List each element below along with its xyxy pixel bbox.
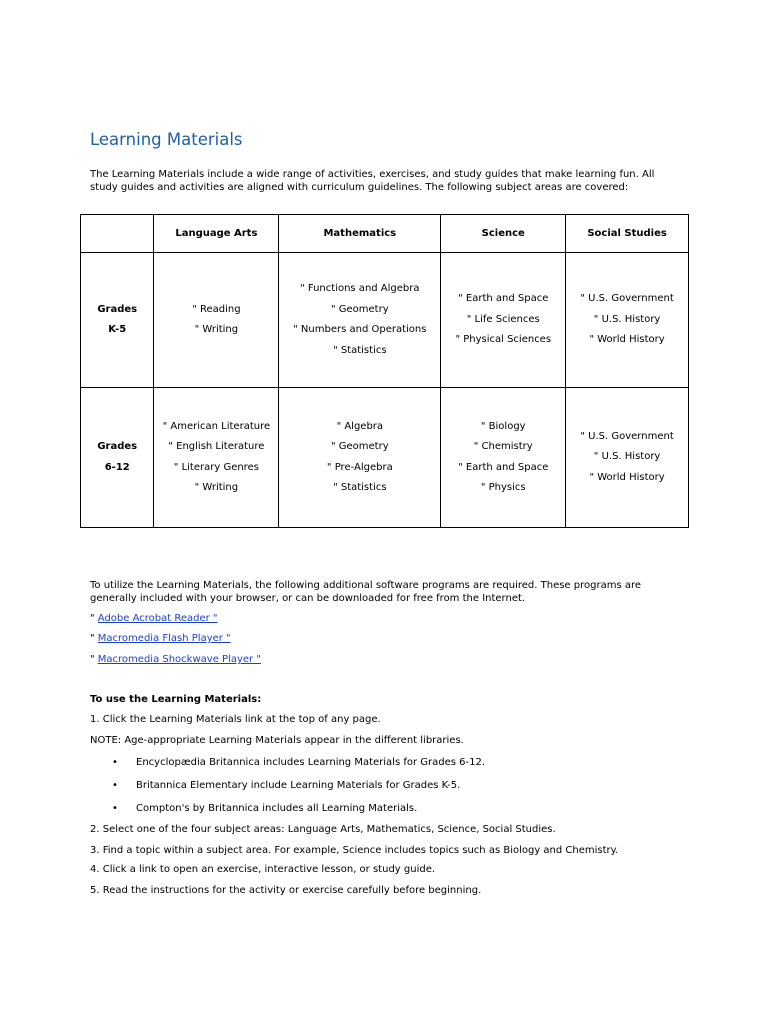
step-2: 2. Select one of the four subject areas: Language Arts, Mathematics, Science, Social Studies.: [90, 824, 556, 835]
topic-item: " Earth and Space: [458, 461, 549, 473]
topic-item: " Functions and Algebra: [300, 283, 420, 294]
topic-item: " Pre-Algebra: [326, 461, 393, 473]
bullet-icon: •: [112, 780, 118, 791]
topic-item: " Writing: [194, 324, 239, 335]
subject-cell: [566, 388, 689, 528]
step-4: 4. Click a link to open an exercise, interactive lesson, or study guide.: [90, 864, 436, 875]
list-item: [112, 803, 417, 814]
topic-item: " Chemistry: [473, 441, 533, 452]
grade-label: Grades: [97, 303, 138, 315]
topic-item: " Biology: [480, 420, 526, 432]
subject-cell: [279, 388, 441, 528]
quote-prefix: ": [90, 654, 98, 665]
flash-player-link[interactable]: Macromedia Flash Player ": [97, 633, 231, 644]
topic-item: " Earth and Space: [458, 293, 549, 305]
topic-item: " U.S. Government: [580, 293, 674, 305]
grade-range: K-5: [108, 324, 127, 335]
topic-item: " Numbers and Operations: [293, 324, 427, 335]
topic-item: " American Literature: [162, 420, 271, 432]
subject-cell: [566, 253, 689, 388]
topic-item: " Writing: [194, 482, 239, 493]
topic-item: " U.S. History: [593, 313, 661, 325]
topic-item: " U.S. History: [593, 451, 661, 463]
table-header-cell: Mathematics: [279, 215, 441, 253]
table-header-row: [81, 215, 689, 253]
topic-item: " Statistics: [333, 344, 387, 356]
list-item: [112, 757, 485, 768]
bullet-icon: •: [112, 803, 118, 814]
topic-item: " Statistics: [333, 482, 387, 493]
bullet-icon: •: [112, 757, 118, 768]
step-5: 5. Read the instructions for the activity or exercise carefully before beginning.: [90, 885, 482, 896]
grade-cell: [81, 253, 154, 388]
topic-item: " Reading: [192, 303, 241, 315]
subject-cell: [154, 388, 279, 528]
table-row: [81, 253, 689, 388]
software-link-row: [90, 633, 231, 644]
list-item: [112, 780, 460, 791]
note-text: NOTE: Age-appropriate Learning Materials appear in the different libraries.: [90, 735, 464, 746]
shockwave-player-link[interactable]: Macromedia Shockwave Player ": [97, 654, 261, 665]
acrobat-reader-link[interactable]: Adobe Acrobat Reader ": [97, 613, 218, 624]
grade-label: Grades: [97, 441, 138, 452]
step-1: 1. Click the Learning Materials link at the top of any page.: [90, 714, 381, 725]
topic-item: " U.S. Government: [580, 430, 674, 442]
table-header-cell: Science: [441, 215, 566, 253]
list-item-text: Britannica Elementary include Learning Materials for Grades K-5.: [136, 780, 461, 791]
intro-paragraph: The Learning Materials include a wide range of activities, exercises, and study guides that make learning fun. All study guides and activities are aligned with curriculum guidelines. The following subject areas are covered:: [90, 169, 655, 193]
topic-item: " Algebra: [336, 420, 384, 432]
topic-item: " Geometry: [330, 441, 389, 452]
list-item-text: Compton's by Britannica includes all Learning Materials.: [136, 803, 418, 814]
topic-item: " Literary Genres: [173, 461, 259, 473]
topic-item: " World History: [589, 334, 665, 346]
howto-heading: To use the Learning Materials:: [90, 694, 262, 705]
topic-item: " Physics: [480, 482, 526, 493]
subject-cell: [441, 388, 566, 528]
subject-cell: [279, 253, 441, 388]
grade-cell: [81, 388, 154, 528]
topic-item: " World History: [589, 471, 665, 483]
page-title: Learning Materials: [90, 130, 243, 149]
table-header-cell: Language Arts: [154, 215, 279, 253]
list-item-text: Encyclopædia Britannica includes Learning Materials for Grades 6-12.: [136, 757, 486, 768]
step-3: 3. Find a topic within a subject area. For example, Science includes topics such as Biology and Chemistry.: [90, 845, 619, 856]
subject-cell: [154, 253, 279, 388]
quote-prefix: ": [90, 613, 98, 624]
topic-item: " English Literature: [168, 441, 265, 452]
table-header-cell: [81, 215, 154, 253]
subject-table: [80, 214, 689, 528]
subject-cell: [441, 253, 566, 388]
quote-prefix: ": [90, 633, 98, 644]
software-link-row: [90, 654, 261, 665]
table-header-cell: Social Studies: [566, 215, 689, 253]
table-row: [81, 388, 689, 528]
grade-range: 6-12: [104, 461, 130, 473]
software-link-row: [90, 613, 218, 624]
topic-item: " Life Sciences: [466, 313, 540, 325]
topic-item: " Physical Sciences: [455, 334, 552, 346]
software-requirements-text: To utilize the Learning Materials, the following additional software programs are required. These programs are generally included with your browser, or can be downloaded for free from the Internet.: [90, 580, 642, 604]
topic-item: " Geometry: [330, 303, 389, 315]
